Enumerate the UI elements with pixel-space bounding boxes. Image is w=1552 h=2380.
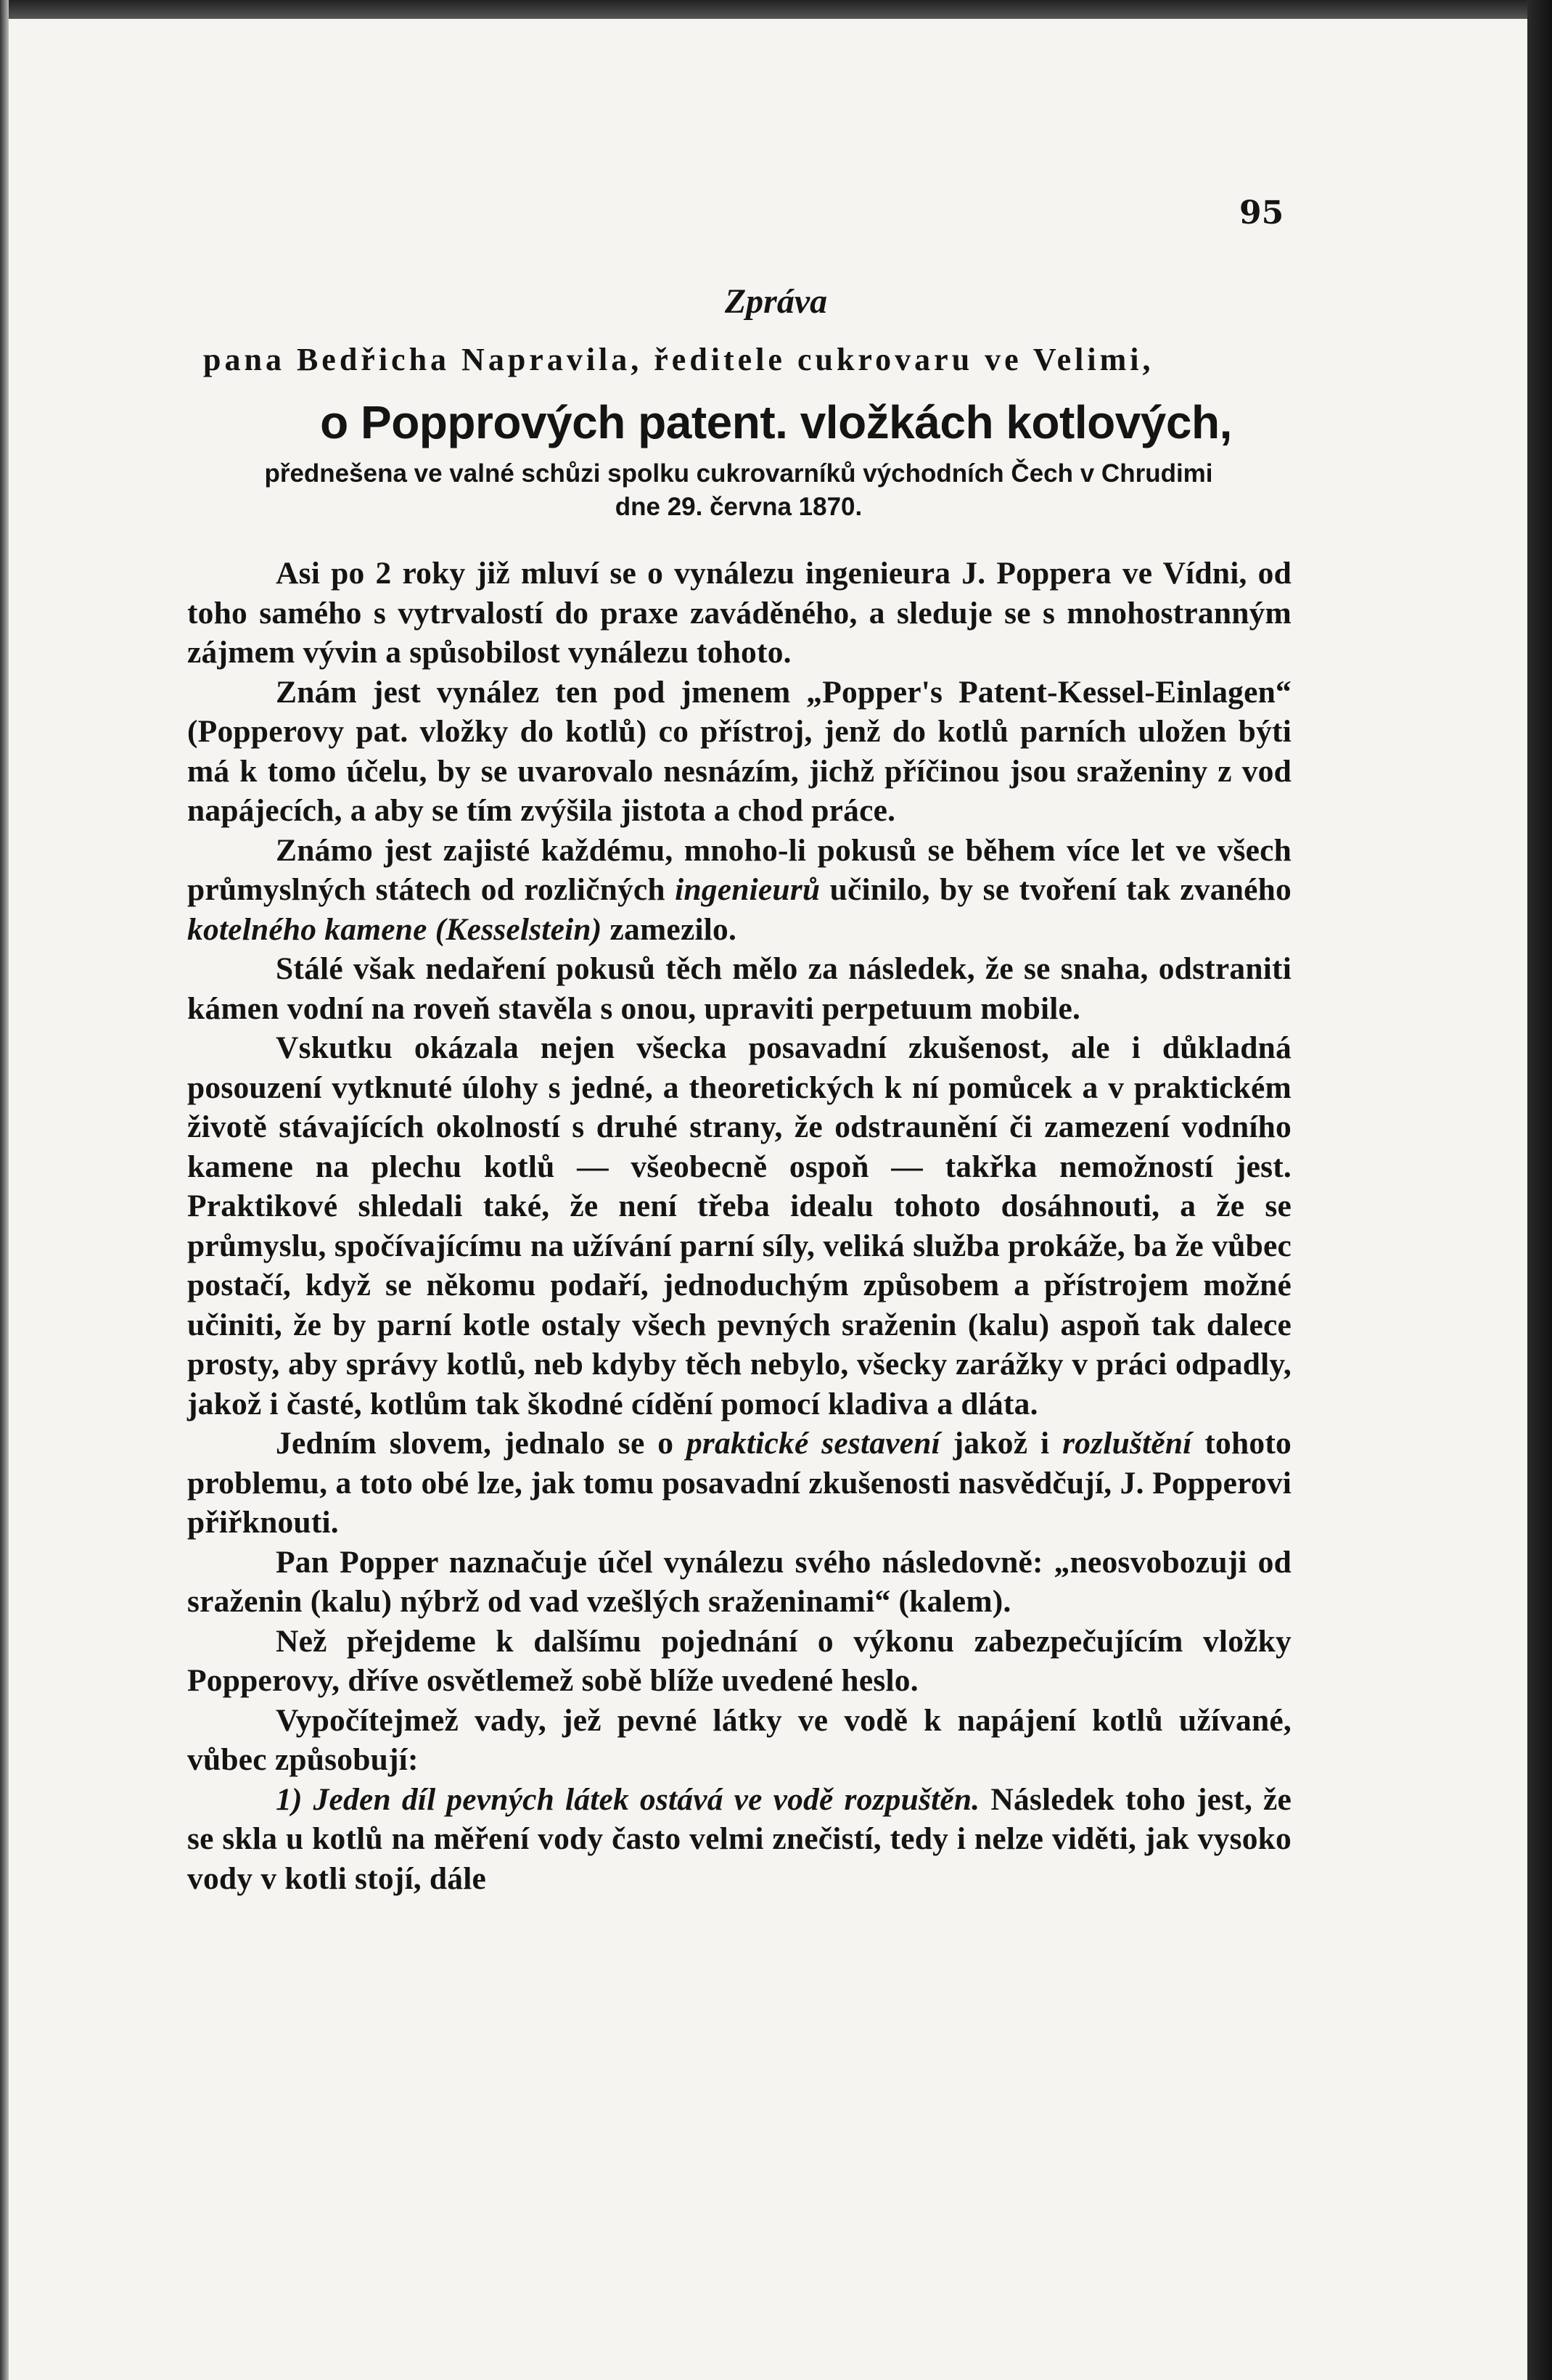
- paragraph-1: Asi po 2 roky již mluví se o vynálezu ingenieura J. Poppera ve Vídni, od toho samého s vytrvalostí do praxe zaváděného, a sleduje se s mnohostranným zájmem vývin a spůsobilost vynálezu tohoto.: [187, 556, 1292, 670]
- heading-label: Zpráva: [724, 282, 828, 321]
- paragraph-8: Než přejdeme k dalšímu pojednání o výkonu zabezpečujícím vložky Popperovy, dříve osvětlemež sobě blíže uvedené heslo.: [187, 1623, 1292, 1698]
- paragraph-4: Stálé však nedaření pokusů těch mělo za následek, že se snaha, odstraniti kámen vodní na roveň stavěla s onou, upraviti perpetuum mobile.: [187, 951, 1292, 1026]
- list-number: 1): [276, 1781, 303, 1817]
- paragraph-10-emphasis: Jeden díl pevných látek ostává ve vodě rozpuštěn.: [313, 1781, 980, 1817]
- paragraph-10: [187, 1780, 1292, 1899]
- document-subtitle: [187, 457, 1290, 524]
- body-text: [187, 554, 1292, 1898]
- paragraph-3-emphasis-1: ingenieurů: [675, 872, 821, 907]
- document-title: o Popprových patent. vložkách kotlových,: [320, 396, 1232, 448]
- subtitle-line-2: dne 29. června 1870.: [615, 493, 863, 521]
- subtitle-line-1: přednešena ve valné schůzi spolku cukrovarníků východních Čech v Chrudimi: [264, 459, 1213, 488]
- scan-edge-left: [0, 0, 9, 2380]
- paragraph-6: [187, 1424, 1292, 1543]
- paragraph-3-emphasis-2: kotelného kamene (Kesselstein): [187, 911, 602, 947]
- paragraph-3-text-b: učinilo, by se tvoření tak zvaného: [820, 872, 1292, 907]
- paragraph-6-emphasis-1: praktické sestavení: [686, 1426, 940, 1461]
- scan-edge-top: [0, 0, 1552, 19]
- author-line: pana Bedřicha Napravila, ředitele cukrovaru ve Velimi,: [203, 342, 1154, 377]
- paragraph-2: Znám jest vynález ten pod jmenem „Popper's Patent-Kessel-Einlagen“ (Popperovy pat. vložky do kotlů) co přístroj, jenž do kotlů parních uložen býti má k tomo účelu, by se uvarovalo nesnázím, jichž příčinou jsou sraženiny z vod napájecích, a aby se tím zvýšila jistota a chod práce.: [187, 674, 1292, 828]
- paragraph-7: Pan Popper naznačuje účel vynálezu svého následovně: „neosvobozuji od sraženin (kalu) nýbrž od vad vzešlých sraženinami“ (kalem).: [187, 1544, 1292, 1619]
- paragraph-3: [187, 831, 1292, 950]
- paragraph-3-text-a: Známo jest zajisté každému, mnoho-li pokusů se během více let ve všech průmyslných státech od rozličných: [187, 832, 1292, 907]
- paragraph-6-text-a: Jedním slovem, jednalo se o: [276, 1426, 686, 1461]
- paragraph-3-text-c: zamezilo.: [601, 911, 737, 947]
- paragraph-10-text: Následek toho jest, že se skla u kotlů na měření vody často velmi znečistí, tedy i nelze viděti, jak vysoko vody v kotli stojí, dále: [187, 1781, 1292, 1896]
- paragraph-9: Vypočítejmež vady, jež pevné látky ve vodě k napájení kotlů užívané, vůbec způsobují:: [187, 1702, 1292, 1777]
- paragraph-5: Vskutku okázala nejen všecka posavadní zkušenost, ale i důkladná posouzení vytknuté úlohy s jedné, a theoretických k ní pomůcek a v praktickém životě stávajících okolností s druhé strany, že odstraunění či zamezení vodního kamene na plechu kotlů — všeobecně ospoň — takřka nemožností jest. Praktikové shledali také, že není třeba idealu tohoto dosáhnouti, a že se průmyslu, spočívajícímu na užívání parní síly, veliká služba prokáže, ba že vůbec postačí, když se někomu podaří, jednoduchým způsobem a přístrojem možné učiniti, že by parní kotle ostaly všech pevných sraženin (kalu) aspoň tak dalece prosty, aby správy kotlů, neb kdyby těch nebylo, všecky zarážky v práci odpadly, jakož i časté, kotlům tak škodné cídění pomocí kladiva a dláta.: [187, 1030, 1292, 1421]
- paragraph-6-emphasis-2: rozluštění: [1062, 1426, 1192, 1461]
- paragraph-6-text-b: jakož i: [940, 1426, 1063, 1461]
- paragraph-6-text-c: tohoto problemu, a toto obé lze, jak tomu posavadní zkušenosti nasvědčují, J. Popperovi přiřknouti.: [187, 1426, 1292, 1540]
- page-number: 95: [1239, 194, 1284, 231]
- scan-edge-right: [1527, 0, 1552, 2380]
